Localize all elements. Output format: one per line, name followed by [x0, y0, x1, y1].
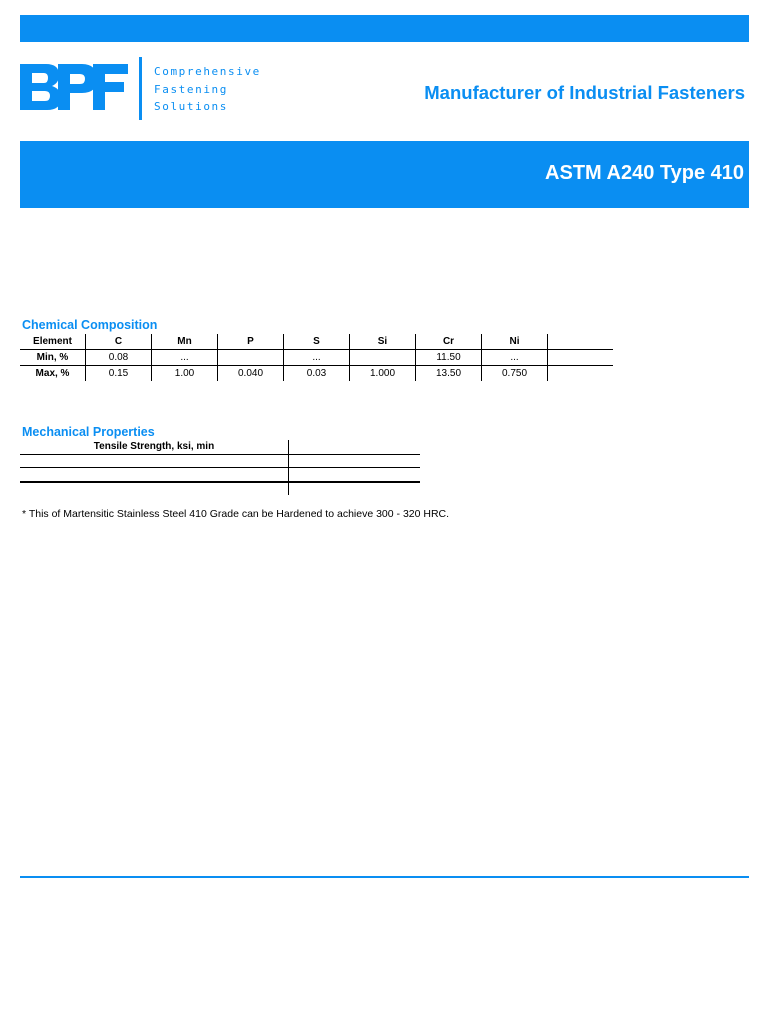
- chemical-composition-table: [20, 334, 613, 381]
- element-s: S: [284, 334, 350, 350]
- table-cell: ...: [482, 350, 548, 366]
- chemical-composition-title: Chemical Composition: [22, 318, 158, 332]
- table-cell: 13.50: [416, 366, 482, 382]
- title-banner: [20, 141, 749, 208]
- element-c: C: [86, 334, 152, 350]
- table-rule: [20, 481, 420, 483]
- table-cell: [548, 334, 614, 350]
- tagline-line-2: Fastening: [154, 82, 229, 96]
- footnote: * This of Martensitic Stainless Steel 410 Grade can be Hardened to achieve 300 - 320 HRC.: [22, 508, 450, 520]
- element-p: P: [218, 334, 284, 350]
- bottom-rule: [20, 876, 749, 878]
- table-cell: [548, 350, 614, 366]
- table-cell: 11.50: [416, 350, 482, 366]
- table-cell: 0.03: [284, 366, 350, 382]
- table-cell: ...: [152, 350, 218, 366]
- company-subtitle: Manufacturer of Industrial Fasteners: [424, 82, 745, 103]
- table-cell: 0.750: [482, 366, 548, 382]
- table-cell: 0.15: [86, 366, 152, 382]
- element-mn: Mn: [152, 334, 218, 350]
- mechanical-properties-title: Mechanical Properties: [22, 425, 155, 439]
- table-cell: 1.000: [350, 366, 416, 382]
- bpf-logo: [20, 62, 130, 112]
- table-rule: [20, 467, 420, 468]
- table-cell: 1.00: [152, 366, 218, 382]
- table-cell: [350, 350, 416, 366]
- tagline: [154, 63, 261, 116]
- page-title: ASTM A240 Type 410: [545, 162, 744, 184]
- logo-separator: [139, 57, 142, 120]
- table-cell: ...: [284, 350, 350, 366]
- table-cell: [548, 366, 614, 382]
- tensile-strength-header: Tensile Strength, ksi, min: [93, 441, 215, 452]
- table-row-max: [20, 366, 613, 382]
- table-header-row: [20, 334, 613, 350]
- element-si: Si: [350, 334, 416, 350]
- element-header: Element: [20, 334, 86, 350]
- top-accent-bar: [20, 15, 749, 42]
- element-cr: Cr: [416, 334, 482, 350]
- tagline-line-3: Solutions: [154, 100, 229, 113]
- table-row-min: [20, 350, 613, 366]
- tagline-line-1: Comprehensive: [154, 65, 261, 78]
- table-cell: [218, 350, 284, 366]
- table-rule: [20, 454, 420, 455]
- row-label: Min, %: [20, 350, 86, 366]
- table-cell: 0.08: [86, 350, 152, 366]
- table-cell: 0.040: [218, 366, 284, 382]
- element-ni: Ni: [482, 334, 548, 350]
- row-label: Max, %: [35, 367, 70, 379]
